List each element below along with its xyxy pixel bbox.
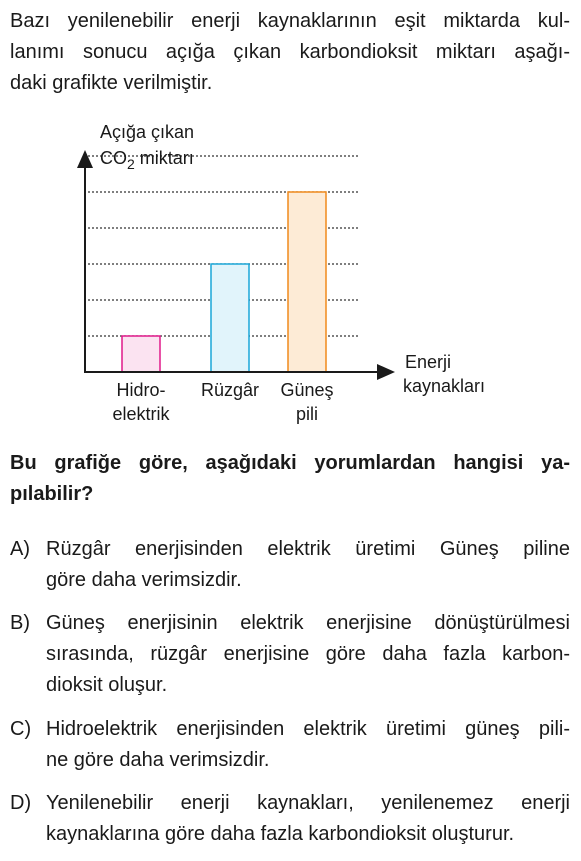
option-line: Rüzgâr enerjisinden elektrik üretimi Güneş piline [46,538,570,560]
y-axis-label-line1: Açığa çıkan [100,122,195,142]
question-stem [10,448,570,510]
option-line: ne göre daha verimsizdir. [46,749,270,771]
option-text [46,788,570,850]
option-line: sırasında, rüzgâr enerjisine göre daha fazla karbon- [46,643,570,665]
category-label: Rüzgâr [200,380,260,400]
option-letter: D) [10,792,32,814]
category-label: pili [295,404,319,424]
category-label: elektrik [112,404,170,424]
option-c[interactable] [10,714,570,776]
option-text [46,714,570,776]
option-letter: B) [10,612,30,634]
bar-r-zg-r [211,264,249,372]
bar-g-ne-pili [288,192,326,372]
option-line: Güneş enerjisinin elektrik enerjisine dönüştürülmesi [46,612,570,634]
intro-line: daki grafikte verilmiştir. [10,72,213,94]
y-axis-label-line2 [100,148,194,172]
option-letter: C) [10,718,32,740]
option-line: göre daha verimsizdir. [46,569,242,591]
category-label: Hidro- [116,380,166,400]
option-line: kaynaklarına göre daha fazla karbondioksit oluşturur. [46,823,515,845]
bars [122,192,326,372]
option-letter: A) [10,538,30,560]
option-line: dioksit oluşur. [46,674,168,696]
category-label: Güneş [280,380,334,400]
category-labels [112,380,333,424]
option-d[interactable] [10,788,570,850]
x-axis-label-line2: kaynakları [403,376,486,396]
option-line: Yenilenebilir enerji kaynakları, yenilenemez enerji [46,792,570,814]
option-line: Hidroelektrik enerjisinden elektrik üretimi güneş pili- [46,718,570,740]
intro-line: Bazı yenilenebilir enerji kaynaklarının eşit miktarda kul- [10,10,570,32]
option-b[interactable] [10,608,570,701]
question-line: Bu grafiğe göre, aşağıdaki yorumlardan hangisi ya- [10,452,570,474]
bar-hidroelektrik [122,336,160,372]
y-axis-label-rest: miktarı [134,148,194,168]
y-axis-label-co: CO [100,148,127,168]
question-line: pılabilir? [10,483,94,505]
intro-line: lanımı sonucu açığa çıkan karbondioksit miktarı aşağı- [10,41,570,63]
option-text [46,608,570,701]
y-axis-label-subscript: 2 [127,156,135,172]
option-text [46,534,570,596]
option-a[interactable] [10,534,570,596]
x-axis-label-line1: Enerji [405,352,452,372]
